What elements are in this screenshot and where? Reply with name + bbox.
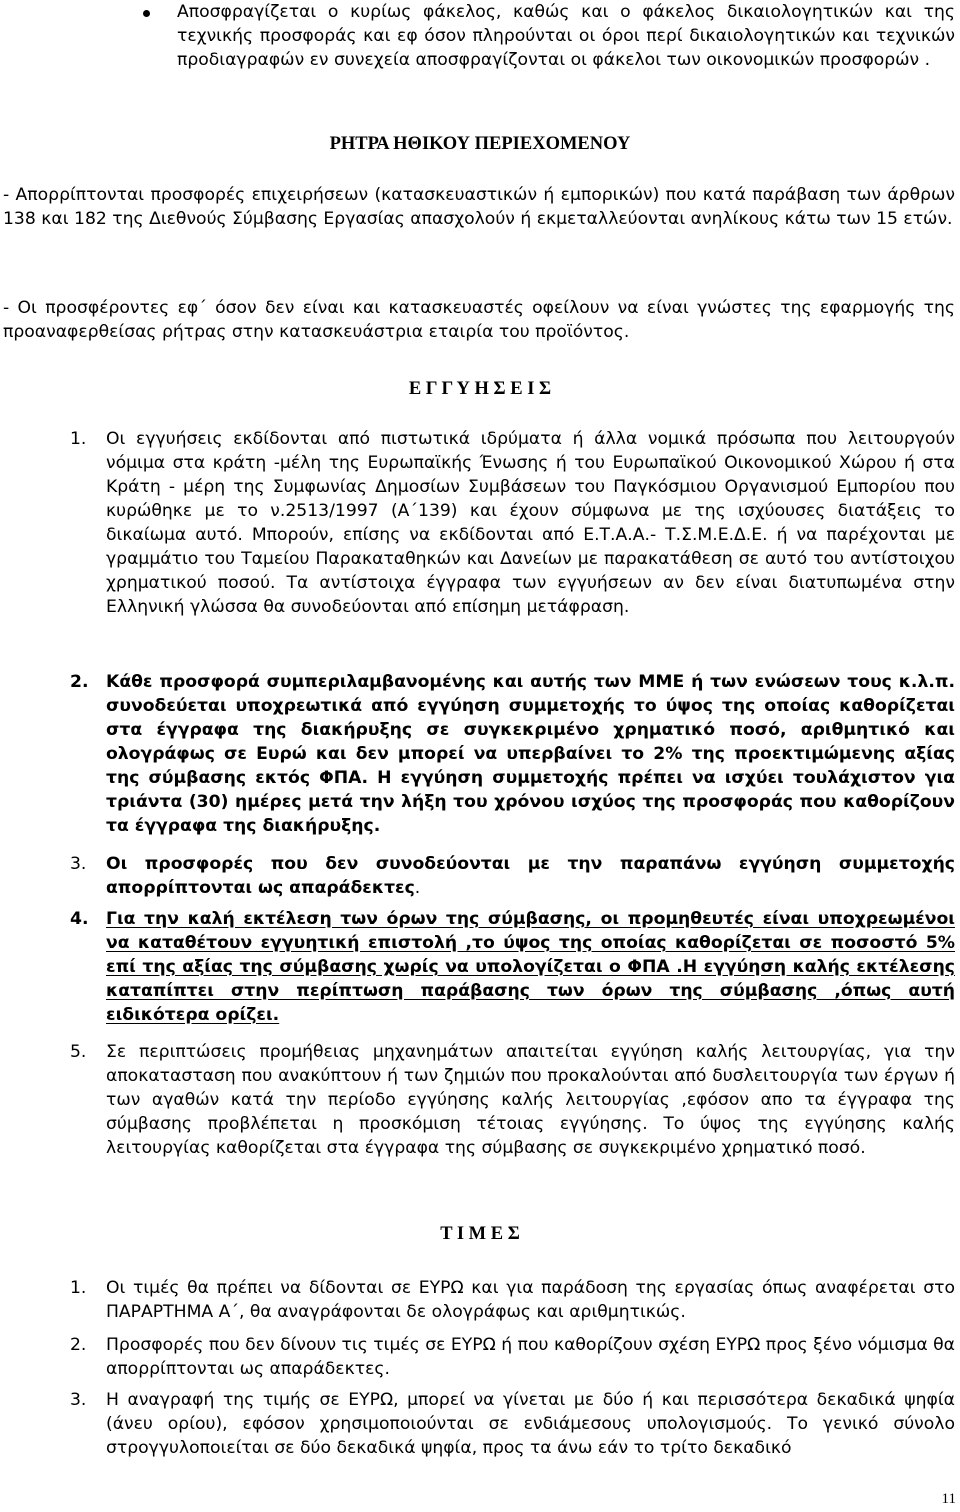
item-text-bold: Οι προσφορές που δεν συνοδεύονται με την παραπάνω εγγύηση συμμετοχής απορρίπτονται ως απαράδεκτες [106, 854, 955, 898]
item-text [106, 852, 955, 900]
item-text: Προσφορές που δεν δίνουν τις τιμές σε ΕΥΡΩ ή που καθορίζουν σχέση ΕΥΡΩ προς ξένο νόμισμα θα απορρίπτονται ως απαράδεκτες. [106, 1335, 955, 1379]
ethics-clause-heading: ΡΗΤΡΑ ΗΘΙΚΟΥ ΠΕΡΙΕΧΟΜΕΝΟΥ [329, 134, 631, 154]
item-number: 1. [70, 429, 87, 449]
page-number: 11 [941, 1491, 956, 1507]
item-text-tail: . [414, 878, 421, 898]
item-text: Κάθε προσφορά συμπεριλαμβανομένης και αυτής των ΜΜΕ ή των ενώσεων τους κ.λ.π. συνοδεύεται υποχρεωτικά από εγγύηση συμμετοχής το ύψος της οποίας καθορίζεται στα έγγραφα της διακήρυξης σε συγκεκριμένο χρηματικό ποσό, αριθμητικό και ολογράφως σε Ευρώ και δεν μπορεί να υπερβαίνει το 2% της προεκτιμώμενης αξίας της σύμβασης εκτός ΦΠΑ. Η εγγύηση συμμετοχής πρέπει να ισχύει τουλάχιστον για τριάντα (30) ημέρες μετά την λήξη του χρόνου ισχύος της προσφοράς που καθορίζουν τα έγγραφα της διακήρυξης. [106, 672, 955, 836]
item-number: 4. [70, 909, 89, 929]
ethics-paragraph-2: - Οι προσφέροντες εφ΄ όσον δεν είναι και κατασκευαστές οφείλουν να είναι γνώστες της εφαρμογής της προαναφερθείσας ρήτρας στην κατασκευάστρια εταιρία του προϊόντος. [3, 298, 955, 342]
item-number: 2. [70, 672, 89, 692]
item-text: Η αναγραφή της τιμής σε ΕΥΡΩ, μπορεί να γίνεται με δύο ή και περισσότερα δεκαδικά ψηφία (άνευ ορίου), εφόσον χρησιμοποιούνται σε ενδιάμεσους υπολογισμούς. Το γενικό σύνολο στρογγυλοποιείται σε δύο δεκαδικά ψηφία, προς τα άνω εάν το τρίτο δεκαδικό [106, 1390, 955, 1458]
guarantees-heading: Ε Γ Γ Υ Η Σ Ε Ι Σ [408, 379, 552, 399]
item-text: Οι εγγυήσεις εκδίδονται από πιστωτικά ιδρύματα ή άλλα νομικά πρόσωπα που λειτουργούν νόμιμα στα κράτη -μέλη της Ευρωπαϊκής Ένωσης ή του Ευρωπαϊκού Οικονομικού Χώρου ή στα Κράτη - μέρη της Συμφωνίας Δημοσίων Συμβάσεων του Παγκόσμιου Οργανισμού Εμπορίου που κυρώθηκε με το ν.2513/1997 (Α΄139) και έχουν σύμφωνα με της ισχύουσες διατάξεις το δικαίωμα αυτό. Μπορούν, επίσης να εκδίδονται από Ε.Τ.Α.Α.- Τ.Σ.Μ.Ε.Δ.Ε. ή να παρέχονται με γραμμάτιο του Ταμείου Παρακαταθηκών και Δανείων με παρακατάθεση σε αυτό του αντίστοιχου χρηματικού ποσού. Τα αντίστοιχα έγγραφα των εγγυήσεων αν δεν είναι διατυπωμένα στην Ελληνική γλώσσα θα συνοδεύονται από επίσημη μετάφραση. [106, 429, 955, 617]
item-text: Σε περιπτώσεις προμήθειας μηχανημάτων απαιτείται εγγύηση καλής λειτουργίας, για την αποκατασταση που ανακύπτουν ή των ζημιών που προκαλούνται από δυσλειτουργία των έργων ή των αγαθών κατά την περίοδο εγγύησης καλής λειτουργίας ,εφόσον απο τα έγγραφα της σύμβασης προβλέπεται η προσκόμιση τέτοιας εγγύησης. Το ύψος της εγγύησης καλής λειτουργίας καθορίζεται στα έγγραφα της σύμβασης σε συγκεκριμένο χρηματικό ποσό. [106, 1042, 955, 1158]
bullet-dot-icon [143, 10, 150, 17]
item-number: 5. [70, 1042, 87, 1062]
bullet-paragraph: Αποσφραγίζεται ο κυρίως φάκελος, καθώς και ο φάκελος δικαιολογητικών και της τεχνικής προσφοράς και εφ όσον πληρούνται οι όροι περί δικαιολογητικών και τεχνικών προδιαγραφών εν συνεχεία αποσφραγίζονται οι φάκελοι των οικονομικών προσφορών . [177, 2, 955, 70]
item-number: 1. [70, 1278, 87, 1298]
item-number: 3. [70, 854, 87, 874]
prices-heading: Τ Ι Μ Ε Σ [440, 1224, 520, 1244]
ethics-paragraph-1: - Απορρίπτονται προσφορές επιχειρήσεων (κατασκευαστικών ή εμπορικών) που κατά παράβαση των άρθρων 138 και 182 της Διεθνούς Σύμβασης Εργασίας απασχολούν ή εκμεταλλεύονται ανηλίκους κάτω των 15 ετών. [3, 185, 955, 229]
item-text: Οι τιμές θα πρέπει να δίδονται σε ΕΥΡΩ και για παράδοση της εργασίας όπως αναφέρεται στο ΠΑΡΑΡΤΗΜΑ Α΄, θα αναγράφονται δε ολογράφως και αριθμητικώς. [106, 1278, 955, 1322]
item-number: 2. [70, 1335, 87, 1355]
item-text: Για την καλή εκτέλεση των όρων της σύμβασης, οι προμηθευτές είναι υποχρεωμένοι να καταθέτουν εγγυητική επιστολή ,το ύψος της οποίας καθορίζεται σε ποσοστό 5% επί της αξίας της σύμβασης χωρίς να υπολογίζεται ο ΦΠΑ .Η εγγύηση καλής εκτέλεσης καταπίπτει στην περίπτωση παράβασης των όρων της σύμβασης ,όπως αυτή ειδικότερα ορίζει. [106, 909, 955, 1025]
item-number: 3. [70, 1390, 87, 1410]
